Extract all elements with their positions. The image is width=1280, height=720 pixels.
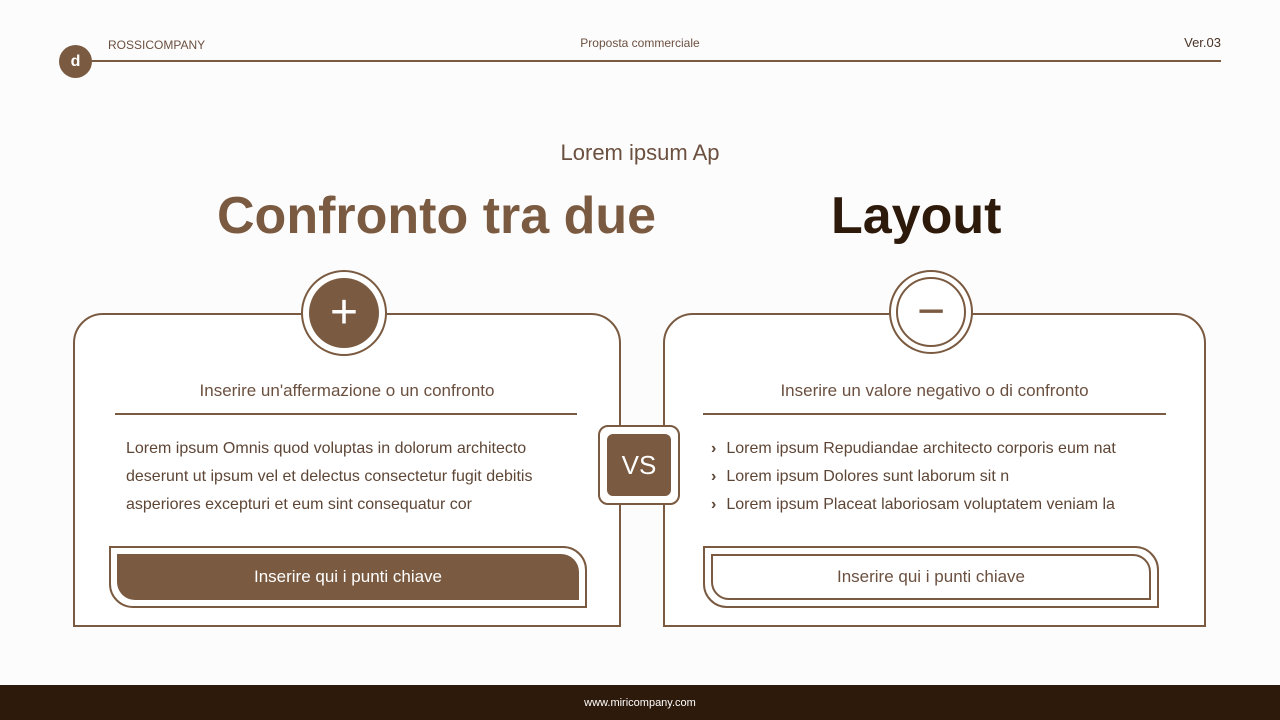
negative-heading: Inserire un valore negativo o di confronto xyxy=(780,381,1089,400)
negative-key-text: Inserire qui i punti chiave xyxy=(711,554,1151,600)
minus-icon: − xyxy=(896,277,966,347)
plus-badge xyxy=(301,270,387,356)
minus-badge xyxy=(889,270,973,354)
list-item: › Lorem ipsum Repudiandae architecto corporis eum nat xyxy=(711,435,1184,463)
logo: d xyxy=(59,45,92,78)
title-part2: Layout xyxy=(831,187,1002,245)
list-item: › Lorem ipsum Dolores sunt laborum sit n xyxy=(711,463,1184,491)
negative-key-box xyxy=(703,546,1159,608)
divider xyxy=(703,413,1166,415)
list-item: › Lorem ipsum Placeat laboriosam voluptatem veniam la xyxy=(711,491,1184,519)
header-subtitle: Proposta commerciale xyxy=(580,36,700,50)
positive-key-text: Inserire qui i punti chiave xyxy=(117,554,579,600)
brand-name: ROSSICOMPANY xyxy=(108,38,206,52)
kicker: Lorem ipsum Ap xyxy=(560,140,720,165)
positive-body: Lorem ipsum Omnis quod voluptas in dolorum architecto deserunt ut ipsum vel et delectus consectetur fugit debitis asperiores excepturi et eum sint consequatur cor xyxy=(126,440,533,513)
title-part1: Confronto tra due xyxy=(217,187,657,245)
negative-card xyxy=(663,313,1206,627)
header-divider xyxy=(90,60,1221,62)
positive-card xyxy=(73,313,621,627)
plus-icon: + xyxy=(309,278,379,348)
footer-url: www.miricompany.com xyxy=(0,685,1280,720)
positive-heading: Inserire un'affermazione o un confronto xyxy=(199,381,495,400)
vs-label: VS xyxy=(607,434,671,496)
vs-badge xyxy=(598,425,680,505)
divider xyxy=(115,413,577,415)
positive-key-box xyxy=(109,546,587,608)
version-label: Ver.03 xyxy=(1184,35,1221,50)
